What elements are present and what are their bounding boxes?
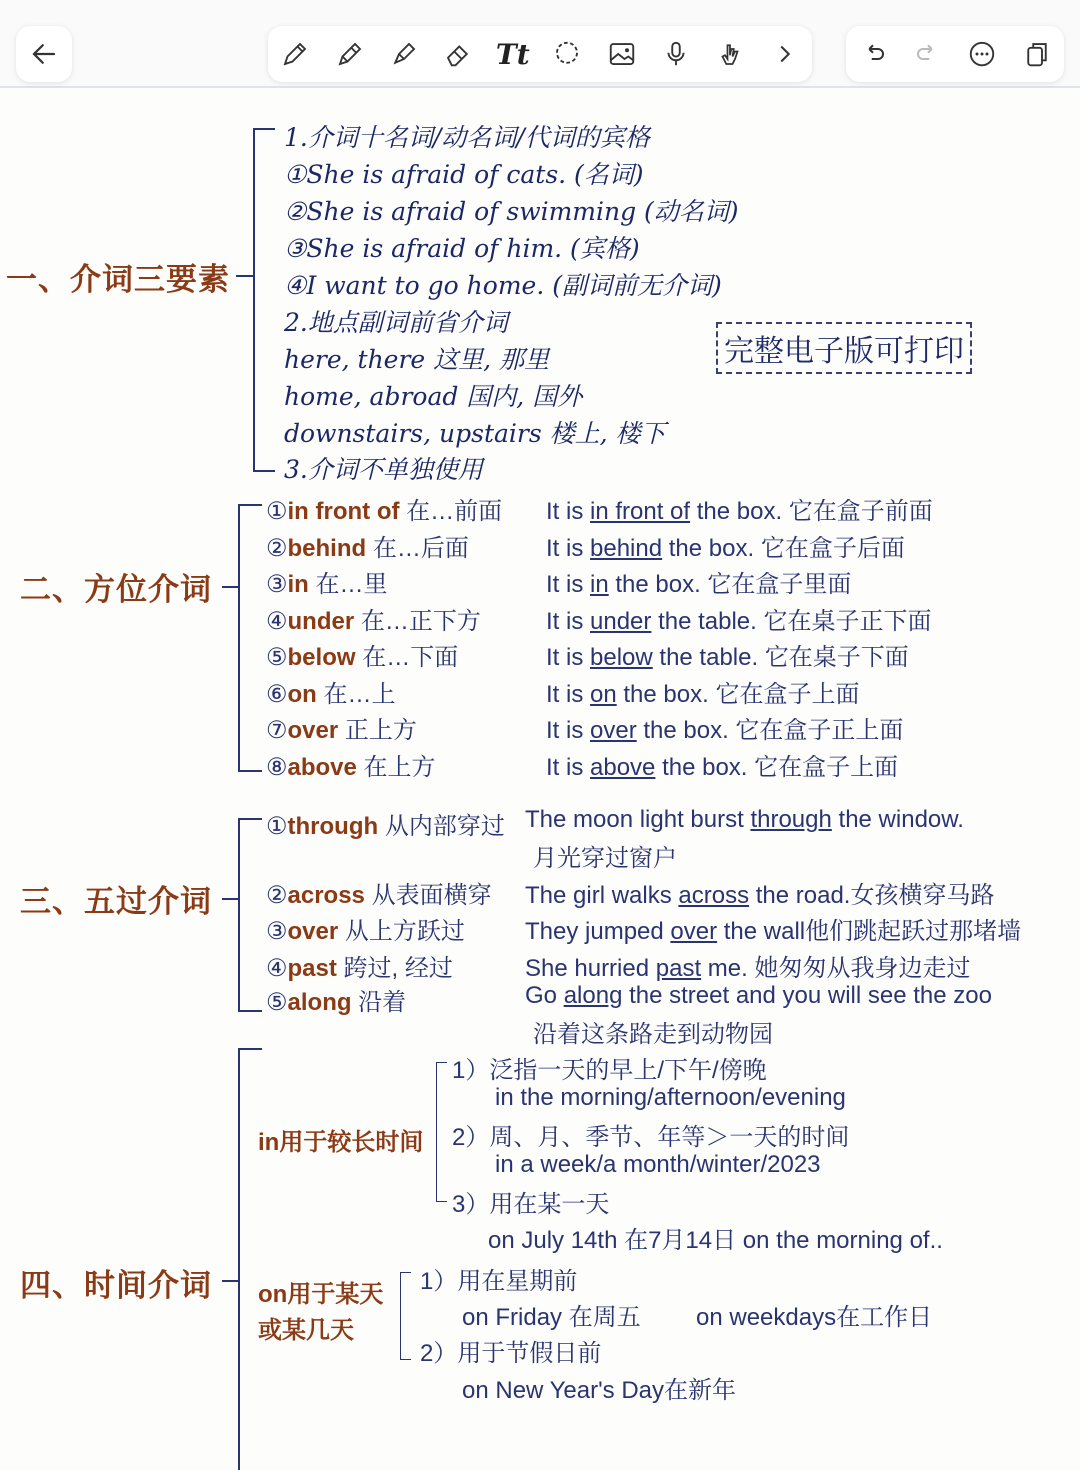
row-number: ⑦	[266, 717, 288, 744]
direction-example-sentence	[546, 528, 905, 563]
example-4: ④I want to go home. (副词前无介词)	[284, 271, 722, 300]
right-actions	[846, 26, 1064, 82]
pen-icon[interactable]	[273, 32, 317, 76]
direction-example-sentence	[546, 710, 903, 745]
on-item-1: 1）用在星期前	[420, 1268, 578, 1295]
pass-prep-row	[266, 875, 492, 910]
translation: 沿着这条路走到动物园	[533, 1021, 773, 1048]
row-number: ④	[266, 955, 288, 982]
sentence-start: It is	[546, 571, 591, 598]
adverb-line-3: downstairs, upstairs 楼上, 楼下	[284, 419, 666, 448]
sentence-end: the box. 它在盒子上面	[616, 680, 860, 708]
highlighter-icon[interactable]	[382, 32, 426, 76]
back-button[interactable]	[16, 26, 72, 82]
underlined-preposition: behind	[590, 534, 663, 562]
direction-prep-row	[266, 528, 469, 563]
direction-example-sentence	[546, 601, 931, 636]
sentence-start: It is	[546, 644, 591, 671]
sentence-end: the box. 它在盒子前面	[690, 498, 933, 525]
in-bracket	[436, 1062, 447, 1202]
section1-title: 一、介词三要素	[6, 262, 230, 298]
row-number: ⑤	[266, 644, 288, 671]
row-number: ④	[266, 607, 288, 635]
printable-stamp: 完整电子版可打印	[716, 322, 972, 374]
adverb-line-1: here, there 这里, 那里	[284, 345, 550, 374]
underlined-preposition: on	[590, 680, 617, 708]
sentence-end: the box. 它在盒子里面	[608, 571, 852, 598]
direction-prep-row	[266, 491, 502, 526]
preposition-meaning: 从表面横穿	[364, 882, 492, 909]
preposition-keyword: on	[287, 680, 317, 708]
sentence-end: the street and you will see the zoo	[622, 982, 992, 1009]
in-example-1: in the morning/afternoon/evening	[495, 1084, 846, 1111]
underlined-preposition: over	[670, 918, 718, 945]
row-number: ⑧	[266, 753, 288, 781]
preposition-meaning: 在…上	[316, 680, 396, 708]
row-number: ③	[266, 918, 288, 945]
example-3: ③She is afraid of him. (宾格)	[284, 234, 640, 263]
sentence-start: The moon light burst	[525, 806, 751, 833]
preposition-meaning: 从上方跃过	[338, 918, 465, 945]
preposition-meaning: 从内部穿过	[378, 813, 505, 840]
preposition-keyword: through	[287, 813, 379, 840]
preposition-meaning: 在…前面	[399, 498, 503, 525]
underlined-preposition: through	[750, 806, 832, 833]
on-item-2: 2）用于节假日前	[420, 1340, 602, 1367]
direction-prep-row	[266, 637, 458, 672]
direction-example-sentence	[546, 491, 933, 526]
underlined-preposition: over	[590, 717, 637, 744]
preposition-meaning: 在上方	[356, 753, 436, 781]
sentence-end: the box. 它在盒子上面	[655, 753, 899, 781]
rule-2: 2.地点副词前省介词	[284, 308, 508, 337]
preposition-keyword: past	[287, 955, 337, 982]
pass-example-sentence	[525, 948, 970, 983]
pass-prep-row	[266, 982, 406, 1017]
in-example-2: in a week/a month/winter/2023	[495, 1151, 821, 1178]
preposition-keyword: over	[287, 717, 339, 744]
preposition-keyword: in front of	[287, 498, 400, 525]
in-item-3: 3）用在某一天	[452, 1191, 610, 1218]
image-icon[interactable]	[600, 32, 644, 76]
section2-title: 二、方位介词	[20, 572, 212, 608]
preposition-meaning: 沿着	[351, 989, 407, 1016]
in-example-3: on July 14th 在7月14日 on the morning of..	[488, 1227, 943, 1254]
redo-icon[interactable]	[906, 32, 950, 76]
row-number: ②	[266, 882, 288, 909]
preposition-meaning: 在…后面	[366, 534, 469, 562]
pass-example-sentence	[525, 911, 1021, 946]
preposition-meaning: 在…里	[308, 571, 388, 598]
eraser-icon[interactable]	[436, 32, 480, 76]
underlined-preposition: in front of	[590, 498, 691, 525]
underlined-preposition: below	[590, 644, 653, 671]
direction-example-sentence	[546, 564, 851, 599]
pencil-icon[interactable]	[328, 32, 372, 76]
in-heading: in用于较长时间	[258, 1129, 424, 1156]
underlined-preposition: under	[590, 607, 652, 635]
sentence-start: Go	[525, 982, 564, 1009]
direction-example-sentence	[546, 637, 909, 672]
top-toolbar	[0, 0, 1080, 88]
preposition-keyword: across	[287, 882, 365, 909]
sentence-start: The girl walks	[525, 882, 679, 909]
section4-bracket	[238, 1048, 262, 1470]
direction-prep-row	[266, 674, 396, 709]
text-tool-icon[interactable]: Tt	[495, 37, 530, 71]
direction-example-sentence	[546, 747, 898, 782]
touch-icon[interactable]	[708, 32, 752, 76]
row-number: ①	[266, 813, 288, 840]
underlined-preposition: along	[563, 982, 623, 1009]
sentence-start: She hurried	[525, 955, 656, 982]
row-number: ②	[266, 534, 288, 562]
pages-icon[interactable]	[1015, 32, 1059, 76]
example-1: ①She is afraid of cats. (名词)	[284, 160, 644, 189]
preposition-meaning: 正上方	[338, 717, 417, 744]
sentence-start: It is	[546, 680, 591, 708]
sentence-end: the box. 它在盒子正上面	[636, 717, 904, 744]
pass-example-sentence	[525, 982, 992, 1010]
on-heading-1: on用于某天	[258, 1281, 384, 1308]
preposition-keyword: above	[287, 753, 357, 781]
underlined-preposition: past	[655, 955, 702, 982]
pass-example-sentence	[525, 806, 964, 834]
row-number: ①	[266, 498, 288, 525]
section3-bracket	[238, 818, 262, 1012]
direction-prep-row	[266, 564, 388, 599]
section3-tick	[222, 898, 238, 900]
underlined-preposition: above	[590, 753, 656, 781]
undo-icon[interactable]	[851, 32, 895, 76]
on-example-2: on New Year's Day在新年	[462, 1377, 737, 1404]
direction-prep-row	[266, 601, 481, 636]
row-number: ③	[266, 571, 288, 598]
row-number: ⑤	[266, 989, 288, 1016]
sentence-end: me. 她匆匆从我身边走过	[701, 955, 971, 982]
underlined-preposition: in	[590, 571, 609, 598]
sentence-end: the box. 它在盒子后面	[662, 534, 905, 562]
section1-bracket	[253, 128, 275, 472]
section3-title: 三、五过介词	[20, 884, 212, 920]
preposition-meaning: 在…正下方	[354, 607, 481, 635]
sentence-end: the wall他们跳起跃过那堵墙	[717, 918, 1022, 945]
on-bracket	[400, 1272, 411, 1360]
direction-example-sentence	[546, 674, 859, 709]
section2-bracket	[238, 504, 262, 772]
sentence-end: the table. 它在桌子正下面	[651, 607, 932, 635]
preposition-keyword: in	[287, 571, 309, 598]
microphone-icon[interactable]	[654, 32, 698, 76]
preposition-keyword: over	[287, 918, 339, 945]
section4-title: 四、时间介词	[20, 1268, 212, 1304]
preposition-meaning: 跨过, 经过	[336, 955, 453, 982]
on-heading-2: 或某几天	[258, 1317, 354, 1344]
sentence-start: It is	[546, 534, 591, 562]
direction-prep-row	[266, 747, 436, 782]
preposition-meaning: 在…下面	[355, 644, 459, 671]
sentence-start: It is	[546, 717, 591, 744]
pass-prep-row	[266, 806, 505, 841]
preposition-keyword: behind	[287, 534, 367, 562]
back-arrow-icon[interactable]	[22, 32, 66, 76]
rule-3: 3.介词不单独使用	[284, 455, 483, 484]
more-icon[interactable]	[960, 32, 1004, 76]
in-item-2: 2）周、月、季节、年等＞一天的时间	[452, 1124, 850, 1151]
sentence-end: the road.女孩横穿马路	[749, 882, 995, 909]
direction-prep-row	[266, 710, 417, 745]
lasso-icon[interactable]	[545, 32, 589, 76]
section1-tick	[236, 275, 254, 277]
rule-1: 1.介词十名词/动名词/代词的宾格	[284, 123, 650, 152]
pass-example-sentence	[525, 875, 994, 910]
pass-prep-row	[266, 911, 465, 946]
sentence-start: It is	[546, 498, 591, 525]
sentence-start: It is	[546, 607, 591, 635]
example-2: ②She is afraid of swimming (动名词)	[284, 197, 739, 226]
in-item-1: 1）泛指一天的早上/下午/傍晚	[452, 1057, 767, 1084]
preposition-keyword: below	[287, 644, 356, 671]
preposition-keyword: along	[287, 989, 352, 1016]
adverb-line-2: home, abroad 国内, 国外	[284, 382, 583, 411]
tool-palette	[268, 26, 812, 82]
section2-tick	[222, 586, 238, 588]
translation: 月光穿过窗户	[533, 845, 677, 872]
sentence-start: They jumped	[525, 918, 671, 945]
on-example-1a: on Friday 在周五	[462, 1304, 641, 1331]
sentence-end: the table. 它在桌子下面	[652, 644, 909, 671]
underlined-preposition: across	[678, 882, 750, 909]
row-number: ⑥	[266, 680, 288, 708]
pass-prep-row	[266, 948, 453, 983]
preposition-keyword: under	[287, 607, 355, 635]
sentence-end: the window.	[831, 806, 964, 833]
sentence-start: It is	[546, 753, 591, 781]
on-example-1b: on weekdays在工作日	[696, 1304, 933, 1331]
chevron-right-icon[interactable]	[763, 32, 807, 76]
